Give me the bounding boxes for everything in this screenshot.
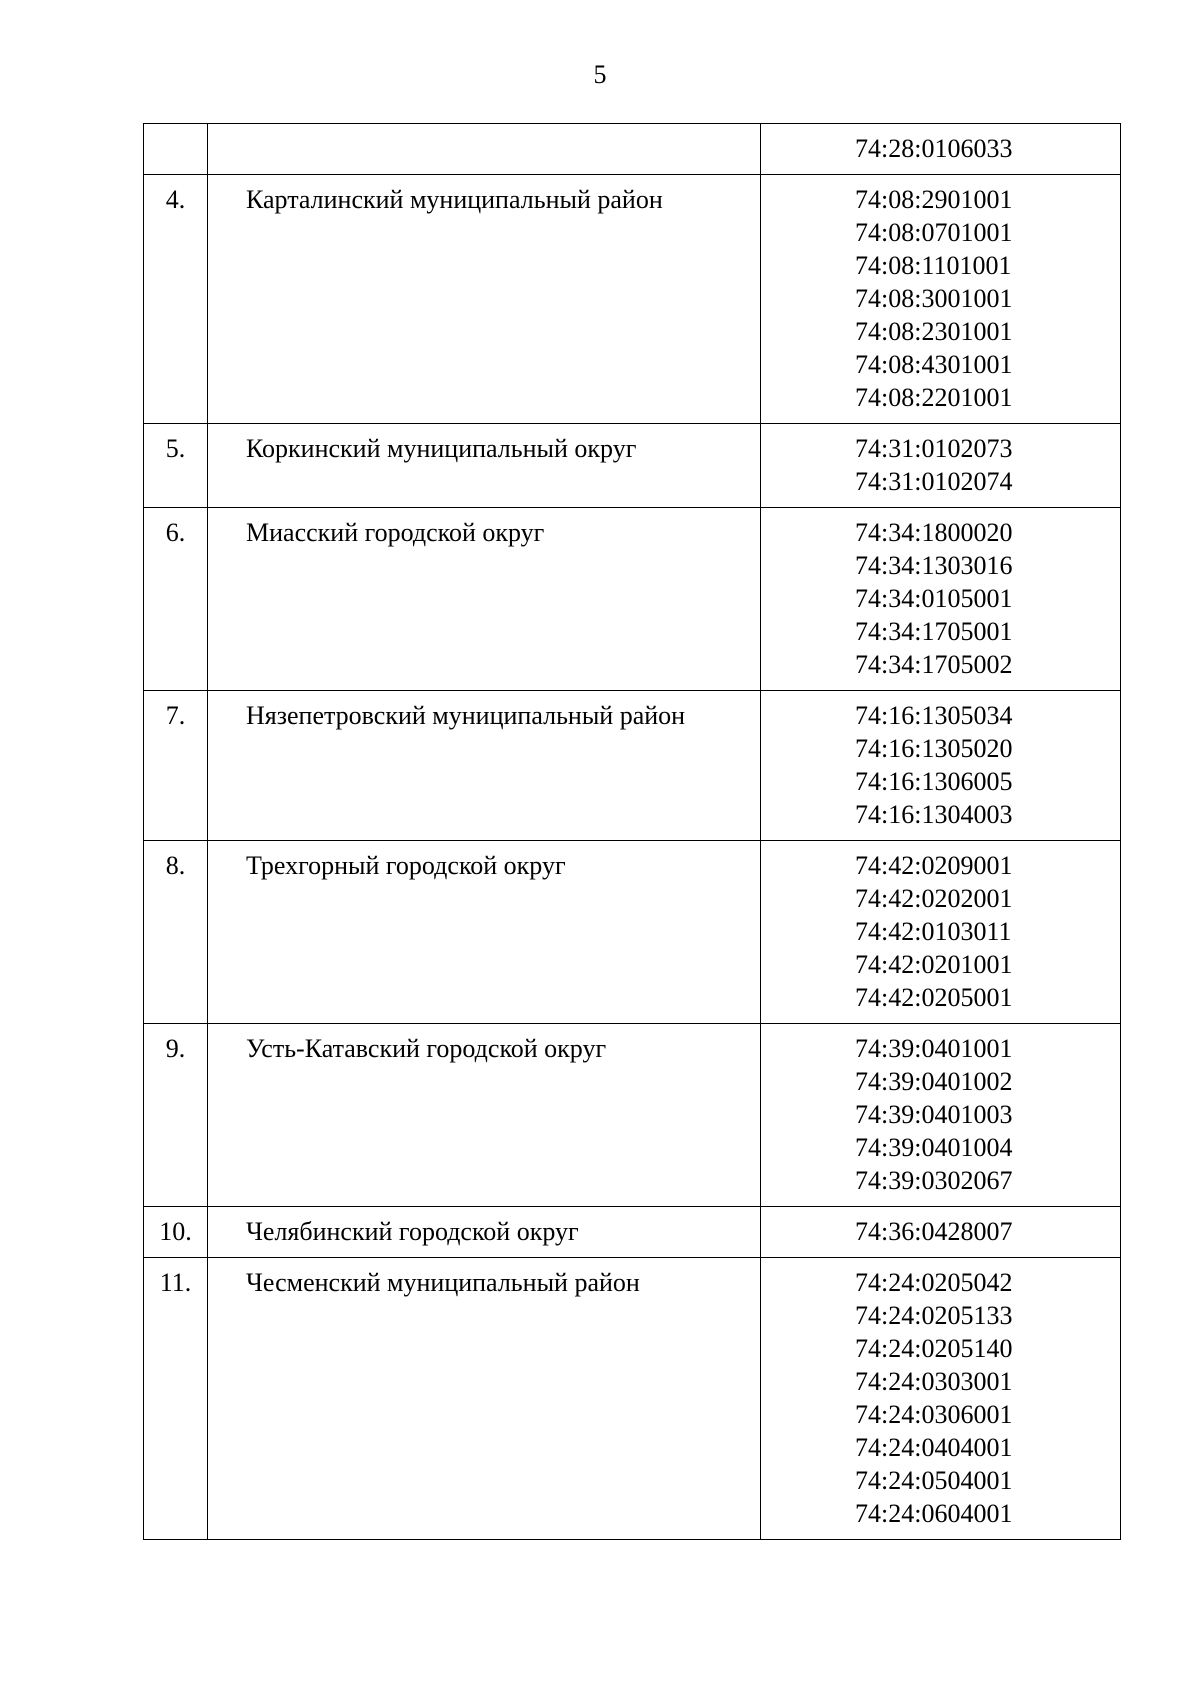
cadastral-code: 74:39:0401001 — [855, 1034, 1013, 1063]
cadastral-code: 74:08:2901001 — [855, 185, 1013, 214]
cadastral-code: 74:08:2201001 — [855, 383, 1013, 412]
table-body — [144, 124, 1121, 1540]
cadastral-code: 74:24:0504001 — [855, 1466, 1013, 1495]
municipality-name: Челябинский городской округ — [208, 1207, 761, 1258]
cadastral-codes — [761, 1258, 1121, 1540]
cadastral-code: 74:34:1303016 — [855, 551, 1013, 580]
municipality-name — [208, 124, 761, 175]
row-number: 7. — [144, 691, 208, 841]
cadastral-code: 74:24:0404001 — [855, 1433, 1013, 1462]
cadastral-codes — [761, 691, 1121, 841]
cadastral-code: 74:24:0303001 — [855, 1367, 1013, 1396]
cadastral-code: 74:24:0205133 — [855, 1301, 1013, 1330]
cadastral-codes — [761, 1024, 1121, 1207]
table-row — [144, 424, 1121, 508]
cadastral-codes — [761, 508, 1121, 691]
cadastral-code: 74:39:0401003 — [855, 1100, 1013, 1129]
cadastral-codes — [761, 124, 1121, 175]
cadastral-code: 74:08:4301001 — [855, 350, 1013, 379]
table-row — [144, 841, 1121, 1024]
cadastral-code: 74:42:0103011 — [855, 917, 1012, 946]
cadastral-code: 74:16:1305034 — [855, 701, 1013, 730]
cadastral-code: 74:42:0209001 — [855, 851, 1013, 880]
cadastral-code: 74:24:0205042 — [855, 1268, 1013, 1297]
row-number: 6. — [144, 508, 208, 691]
row-number: 10. — [144, 1207, 208, 1258]
cadastral-code: 74:16:1306005 — [855, 767, 1013, 796]
municipality-name: Трехгорный городской округ — [208, 841, 761, 1024]
municipality-name: Чесменский муниципальный район — [208, 1258, 761, 1540]
cadastral-code: 74:42:0202001 — [855, 884, 1013, 913]
cadastral-code: 74:34:0105001 — [855, 584, 1013, 613]
row-number: 4. — [144, 175, 208, 424]
cadastral-code: 74:39:0302067 — [855, 1166, 1013, 1195]
row-number — [144, 124, 208, 175]
municipality-name: Карталинский муниципальный район — [208, 175, 761, 424]
cadastral-codes — [761, 1207, 1121, 1258]
municipality-name: Нязепетровский муниципальный район — [208, 691, 761, 841]
cadastral-code: 74:31:0102074 — [855, 467, 1013, 496]
cadastral-code: 74:24:0306001 — [855, 1400, 1013, 1429]
cadastral-code: 74:08:2301001 — [855, 317, 1013, 346]
municipality-name: Коркинский муниципальный округ — [208, 424, 761, 508]
cadastral-code: 74:34:1705001 — [855, 617, 1013, 646]
table-row — [144, 508, 1121, 691]
row-number: 8. — [144, 841, 208, 1024]
cadastral-code: 74:16:1304003 — [855, 800, 1013, 829]
cadastral-code: 74:34:1705002 — [855, 650, 1013, 679]
cadastral-code: 74:08:3001001 — [855, 284, 1013, 313]
table-row — [144, 1258, 1121, 1540]
cadastral-code: 74:28:0106033 — [855, 134, 1013, 163]
cadastral-code: 74:24:0604001 — [855, 1499, 1013, 1528]
cadastral-code: 74:42:0201001 — [855, 950, 1013, 979]
page-number: 5 — [593, 60, 607, 89]
cadastral-code: 74:34:1800020 — [855, 518, 1013, 547]
cadastral-code: 74:42:0205001 — [855, 983, 1013, 1012]
table-row — [144, 1207, 1121, 1258]
cadastral-codes — [761, 424, 1121, 508]
municipality-name: Миасский городской округ — [208, 508, 761, 691]
table-row — [144, 1024, 1121, 1207]
cadastral-code: 74:36:0428007 — [855, 1217, 1013, 1246]
table-row — [144, 175, 1121, 424]
row-number: 9. — [144, 1024, 208, 1207]
table-row — [144, 691, 1121, 841]
row-number: 5. — [144, 424, 208, 508]
cadastral-code: 74:24:0205140 — [855, 1334, 1013, 1363]
cadastral-code: 74:31:0102073 — [855, 434, 1013, 463]
cadastral-code: 74:08:1101001 — [855, 251, 1012, 280]
cadastral-code: 74:08:0701001 — [855, 218, 1013, 247]
cadastral-table — [143, 123, 1121, 1540]
cadastral-codes — [761, 175, 1121, 424]
cadastral-codes — [761, 841, 1121, 1024]
row-number: 11. — [144, 1258, 208, 1540]
cadastral-code: 74:39:0401002 — [855, 1067, 1013, 1096]
cadastral-code: 74:16:1305020 — [855, 734, 1013, 763]
municipality-name: Усть-Катавский городской округ — [208, 1024, 761, 1207]
cadastral-code: 74:39:0401004 — [855, 1133, 1013, 1162]
table-row — [144, 124, 1121, 175]
